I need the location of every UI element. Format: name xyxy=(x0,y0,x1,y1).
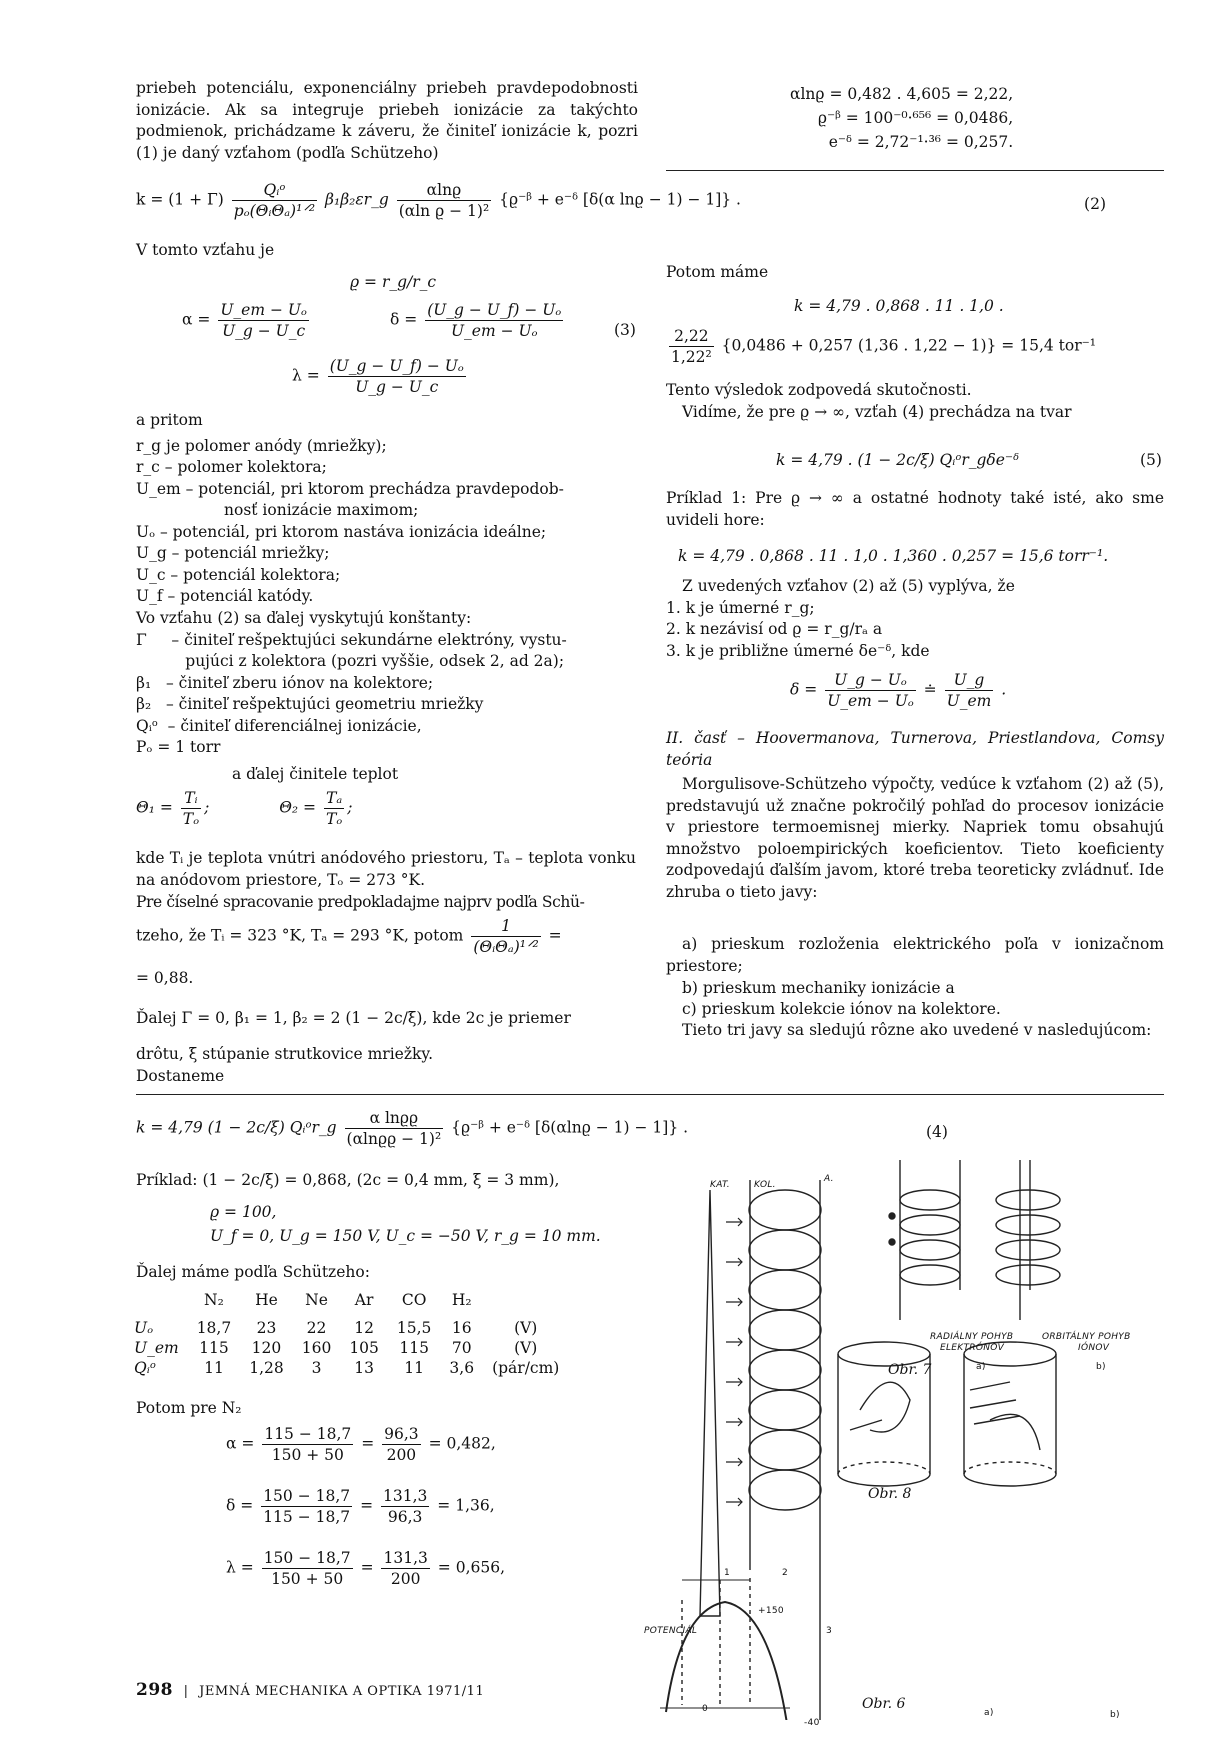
calc-den: 200 xyxy=(386,1446,417,1464)
fig-label-150: +150 xyxy=(758,1606,784,1616)
table-cell: 23 xyxy=(256,1319,277,1337)
theta2-frac xyxy=(324,788,344,829)
table-cell: 16 xyxy=(451,1319,472,1337)
table-cell: 3,6 xyxy=(449,1359,475,1377)
lambda-lhs: λ = xyxy=(292,366,320,385)
equation-4 xyxy=(136,1108,1166,1149)
fig7b xyxy=(996,1160,1060,1320)
def-item: U_c – potenciál kolektora; xyxy=(136,566,341,584)
cathode-shape xyxy=(700,1190,720,1616)
table-row xyxy=(134,1358,568,1378)
theta2-den: Tₒ xyxy=(325,810,343,828)
tieto-javy: Tieto tri javy sa sledujú rôzne ako uvedené v nasledujúcom: xyxy=(682,1021,1152,1039)
rho-def: ϱ = r_g/r_c xyxy=(350,273,437,291)
table-cell: 70 xyxy=(451,1339,472,1357)
part2-paragraph: Morgulisove-Schützeho výpočty, vedúce k vzťahom (2) až (5), predstavujú už značne pokročilý pohľad do procesov ionizácie v priestore termoemisnej mierky. Napriek tomu obsahujú množstvo poloempirických koeficientov. Tieto koeficienty zodpovedajú ďalším javom, ktoré treba teoreticky zvládnuť. Ide zhruba o tieto javy: xyxy=(666,775,1164,901)
list-item-2: 2. k nezávisí od ϱ = r_g/rₐ a xyxy=(666,620,883,638)
calc-lhs: λ = xyxy=(226,1558,254,1577)
delta-num: (U_g − U_f) − Uₒ xyxy=(427,301,562,319)
fig-label-ionov: IÓNOV xyxy=(1078,1343,1110,1353)
calc-frac xyxy=(262,1424,353,1465)
const-item: pujúci z kolektora (pozri vyššie, odsek 2, ad 2a); xyxy=(136,652,565,670)
right-top-equations xyxy=(790,82,1013,154)
vidime: Vidíme, že pre ϱ → ∞, vzťah (4) prechádza na tvar xyxy=(682,403,1072,421)
table-cell: 11 xyxy=(204,1359,224,1377)
table-cell: (V) xyxy=(514,1319,538,1337)
delta-def xyxy=(390,300,566,341)
figure-area xyxy=(630,1160,1190,1720)
delta-frac xyxy=(425,300,563,341)
fig-label-7b: b) xyxy=(1096,1362,1106,1372)
k-frac-num: 2,22 xyxy=(669,326,714,347)
priklad1: Príklad 1: Pre ϱ → ∞ a ostatné hodnoty také isté, ako sme uvideli hore: xyxy=(666,489,1164,529)
theta2-num: Tₐ xyxy=(324,788,344,809)
alpha-den: U_g − U_c xyxy=(222,322,306,340)
const-item: Γ – činiteľ rešpektujúci sekundárne elektróny, vystu- xyxy=(136,631,567,649)
lambda-num: (U_g − U_f) − Uₒ xyxy=(329,357,464,375)
table-cell: CO xyxy=(401,1291,427,1309)
page-number: 298 xyxy=(136,1680,173,1700)
table-cell: 11 xyxy=(404,1359,425,1377)
dalej-gamma: Ďalej Γ = 0, β₁ = 1, β₂ = 2 (1 − 2c/ξ), kde 2c je priemer xyxy=(136,1009,571,1027)
potom-n2: Potom pre N₂ xyxy=(136,1399,242,1417)
part2-title: II. časť – Hoovermanova, Turnerova, Priestlandova, Comsy teória xyxy=(666,729,1164,769)
fig-caption-obr8: Obr. 8 xyxy=(868,1486,912,1502)
table-cell: 15,5 xyxy=(396,1319,432,1337)
eq4-text: k = 4,79 (1 − 2c/ξ) Qᵢᵒr_g xyxy=(136,1118,337,1137)
table-cell: 120 xyxy=(251,1339,282,1357)
eq-line: e⁻ᵟ = 2,72⁻¹·³⁶ = 0,257. xyxy=(828,133,1014,151)
table-cell: Ne xyxy=(305,1291,328,1309)
def-item: U_em – potenciál, pri ktorom prechádza pravdepodob- xyxy=(136,480,564,498)
const-item: β₁ – činiteľ zberu iónov na kolektore; xyxy=(136,674,434,692)
calc-delta: δ = $\frac{150 - 18,7}{115 - 18,7}$ = $\frac{131,3}{96,3}$ = 1,36, xyxy=(226,1487,495,1526)
table-cell: U_em xyxy=(134,1339,179,1357)
delta-approx-frac xyxy=(825,670,916,711)
a-pritom: a pritom xyxy=(136,411,203,429)
dostaneme: Dostaneme xyxy=(136,1067,225,1085)
alpha-num: U_em − Uₒ xyxy=(220,301,307,319)
dalej-mame: Ďalej máme podľa Schützeho: xyxy=(136,1263,370,1281)
lambda-def xyxy=(292,356,469,397)
k-line-2 xyxy=(666,326,1096,367)
journal-name: JEMNÁ MECHANIKA A OPTIKA 1971/11 xyxy=(199,1684,485,1699)
table-cell: 22 xyxy=(306,1319,327,1337)
calc-num: 131,3 xyxy=(383,1549,428,1567)
rule xyxy=(666,170,1164,171)
fig-caption-obr7: Obr. 7 xyxy=(888,1362,932,1378)
kde-ti: kde Tᵢ je teplota vnútri anódového priestoru, Tₐ – teplota vonku na anódovom priestore, Tₒ = 273 °K. xyxy=(136,849,636,889)
eq5-number: (5) xyxy=(1140,451,1162,469)
k-result: k = 4,79 . 0,868 . 11 . 1,0 . 1,360 . 0,257 = 15,6 torr⁻¹. xyxy=(678,547,1109,565)
def-item: r_c – polomer kolektora; xyxy=(136,458,327,476)
eq2-lhs: k = (1 + Γ) xyxy=(136,190,224,209)
lambda-den: U_g − U_c xyxy=(355,378,439,396)
def-item: Uₒ – potenciál, pri ktorom nastáva ionizácia ideálne; xyxy=(136,523,547,541)
k-line2-text: {0,0486 + 0,257 (1,36 . 1,22 − 1)} = 15,4 tor⁻¹ xyxy=(721,336,1097,355)
item-c: c) prieskum kolekcie iónov na kolektore. xyxy=(682,1000,1001,1018)
theta2-lhs: Θ₂ = xyxy=(279,798,317,817)
rule xyxy=(136,1094,1164,1095)
eq4-frac xyxy=(345,1108,444,1149)
calc-result: = 0,482, xyxy=(428,1434,496,1453)
table-cell: 105 xyxy=(349,1339,379,1357)
uf-line: U_f = 0, U_g = 150 V, U_c = −50 V, r_g = 10 mm. xyxy=(210,1227,601,1245)
eq-line: αlnϱ = 0,482 . 4,605 = 2,22, xyxy=(790,85,1014,103)
delta-approx-mid: ≐ xyxy=(923,680,937,699)
table-cell: 160 xyxy=(301,1339,332,1357)
eq2-f2-den: (αln ϱ − 1)² xyxy=(398,202,490,220)
eq4-tail: {ϱ⁻ᵝ + e⁻ᵟ [δ(αlnϱ − 1) − 1]} . xyxy=(451,1118,689,1137)
z-uvedenych: Z uvedených vzťahov (2) až (5) vyplýva, že xyxy=(682,577,1015,595)
calc-num: 150 − 18,7 xyxy=(263,1487,351,1505)
fig-label-potencial: POTENCIÁL xyxy=(644,1626,698,1636)
fig-label-a: A. xyxy=(824,1174,834,1184)
calc-lambda: λ = $\frac{150 - 18,7}{150 + 50}$ = $\frac{131,3}{200}$ = 0,656, xyxy=(226,1549,506,1588)
equation-2 xyxy=(136,180,1166,221)
def-item: r_g je polomer anódy (mriežky); xyxy=(136,437,387,455)
calc-num: 115 − 18,7 xyxy=(264,1425,352,1443)
fig-label-3: 3 xyxy=(826,1626,833,1636)
fig-label-kat: KAT. xyxy=(710,1180,730,1190)
rho-100: ϱ = 100, xyxy=(210,1203,277,1221)
calc-result: = 1,36, xyxy=(437,1496,495,1515)
intro-paragraph: priebeh potenciálu, exponenciálny priebeh pravdepodobnosti ionizácie. Ak sa integruje priebeh ionizácie za takýchto podmienok, prichádzame k záveru, že činiteľ ionizácie k, pozri (1) je daný vzťahom (podľa Schützeho) xyxy=(136,79,638,162)
table-row xyxy=(134,1318,568,1338)
calc-result: = 0,656, xyxy=(437,1558,506,1577)
calc-lhs: α = xyxy=(226,1434,255,1453)
v-tomto: V tomto vzťahu je xyxy=(136,241,275,259)
table-cell: 18,7 xyxy=(196,1319,232,1337)
table-cell: 3 xyxy=(311,1359,322,1377)
tzeho-frac-den: (ΘᵢΘₐ)¹ᐟ² xyxy=(473,938,539,956)
eq2-f1-num: Qᵢᵒ xyxy=(232,180,317,201)
calc-num: 131,3 xyxy=(382,1487,428,1505)
table-cell: Qᵢᵒ xyxy=(134,1359,156,1377)
table-cell: He xyxy=(255,1291,278,1309)
table-cell: H₂ xyxy=(451,1291,472,1309)
fig-caption-obr6: Obr. 6 xyxy=(862,1696,906,1712)
delta-approx-num2: U_g xyxy=(945,670,994,691)
delta-approx-den2: U_em xyxy=(946,692,992,710)
vo-vztahu: Vo vzťahu (2) sa ďalej vyskytujú konštanty: xyxy=(136,609,472,627)
fig-label-8b: b) xyxy=(1110,1710,1120,1720)
theta1-frac xyxy=(181,788,201,829)
calc-den: 200 xyxy=(390,1570,421,1588)
eq4-den: (αlnϱϱ − 1)² xyxy=(346,1130,442,1148)
fig7a xyxy=(889,1160,960,1320)
page-footer: 298 | JEMNÁ MECHANIKA A OPTIKA 1971/11 xyxy=(136,1680,485,1700)
fig-label-kol: KOL. xyxy=(754,1180,776,1190)
fig-label-8a: a) xyxy=(984,1708,994,1718)
table-cell xyxy=(134,1290,188,1310)
fig-label-7a: a) xyxy=(976,1362,986,1372)
table-row xyxy=(134,1338,568,1358)
fig-label-m40: -40 xyxy=(804,1718,820,1728)
drotu: drôtu, ξ stúpanie strutkovice mriežky. xyxy=(136,1045,434,1063)
def-item: U_f – potenciál katódy. xyxy=(136,587,314,605)
item-b: b) prieskum mechaniky ionizácie a xyxy=(682,979,955,997)
delta-approx-num: U_g − Uₒ xyxy=(825,670,916,691)
table-cell: 12 xyxy=(354,1319,374,1337)
eq3-number: (3) xyxy=(614,321,636,339)
delta-den: U_em − Uₒ xyxy=(450,322,538,340)
eq2-frac1 xyxy=(232,180,317,221)
calc-den: 150 + 50 xyxy=(271,1570,344,1588)
def-item: nosť ionizácie maximom; xyxy=(224,501,419,519)
lambda-frac xyxy=(328,356,466,397)
fig-label-0: 0 xyxy=(702,1704,709,1714)
calc-alpha: α = $\frac{115 - 18,7}{150 + 50}$ = $\frac{96,3}{200}$ = 0,482, xyxy=(226,1425,496,1464)
eq2-mid: β₁β₂εr_g xyxy=(325,190,389,209)
alpha-def xyxy=(182,300,312,341)
fig-label-radial: RADIÁLNY POHYB xyxy=(930,1332,1014,1342)
eq-line: ϱ⁻ᵝ = 100⁻⁰·⁶⁵⁶ = 0,0486, xyxy=(817,109,1014,127)
fig-label-2: 2 xyxy=(782,1568,789,1578)
table-cell: N₂ xyxy=(204,1291,224,1309)
list-item-1: 1. k je úmerné r_g; xyxy=(666,599,815,617)
tzeho-line: tzeho, že Tᵢ = 323 °K, Tₐ = 293 °K, potom $\frac{1}{\text{(ΘᵢΘₐ)¹ᐟ²}}$ = xyxy=(136,917,562,956)
calc-frac xyxy=(381,1486,429,1527)
table-cell: 115 xyxy=(399,1339,429,1357)
k-frac xyxy=(669,326,714,367)
tzeho-text: tzeho, že Tᵢ = 323 °K, Tₐ = 293 °K, potom xyxy=(136,926,464,945)
tzeho-frac-num: 1 xyxy=(471,916,540,937)
calc-num: 96,3 xyxy=(384,1425,419,1443)
helix xyxy=(749,1190,821,1510)
eq4-number: (4) xyxy=(926,1123,948,1141)
theta1-num: Tᵢ xyxy=(181,788,201,809)
def-item: U_g – potenciál mriežky; xyxy=(136,544,330,562)
eq5: k = 4,79 . (1 − 2c/ξ) Qᵢᵒr_gδe⁻ᵟ xyxy=(776,451,1019,469)
delta-approx-den: U_em − Uₒ xyxy=(827,692,914,710)
table-cell: 1,28 xyxy=(249,1359,284,1377)
delta-approx: δ = $\frac{\text{U\_g − Uₒ}}{\text{U\_em − Uₒ}}$ ≐ $\frac{U\_g}{U\_em}$ . xyxy=(790,671,1007,710)
eq2-number: (2) xyxy=(1084,195,1106,213)
delta-lhs: δ = xyxy=(390,310,418,329)
eq2-tail: {ϱ⁻ᵝ + e⁻ᵟ [δ(α lnϱ − 1) − 1]} . xyxy=(499,190,741,209)
list-item-3: 3. k je približne úmerné δe⁻ᵟ, kde xyxy=(666,642,930,660)
theta1-lhs: Θ₁ = xyxy=(136,798,173,817)
table-cell: Ar xyxy=(354,1291,374,1309)
table-cell: (V) xyxy=(514,1339,538,1357)
calc-frac xyxy=(261,1486,352,1527)
delta-approx-lhs: δ = xyxy=(790,680,818,699)
const-item: Qᵢᵒ – činiteľ diferenciálnej ionizácie, xyxy=(136,717,422,735)
potential-curve xyxy=(666,1602,788,1720)
fig-label-elektronov: ELEKTRÓNOV xyxy=(940,1343,1005,1353)
calc-num: 150 − 18,7 xyxy=(263,1549,351,1567)
calc-den: 115 − 18,7 xyxy=(263,1508,351,1526)
item-a: a) prieskum rozloženia elektrického poľa v ionizačnom priestore; xyxy=(666,935,1164,975)
alpha-frac xyxy=(218,300,309,341)
table-header xyxy=(134,1290,568,1310)
theta-defs: Θ₁ = $\frac{\text{Tᵢ}}{\text{Tₒ}}$ ; Θ₂ = $\frac{\text{Tₐ}}{\text{Tₒ}}$ ; xyxy=(136,789,353,828)
priklad-line: Príklad: (1 − 2c/ξ) = 0,868, (2c = 0,4 mm, ξ = 3 mm), xyxy=(136,1171,560,1189)
delta-approx-frac2 xyxy=(945,670,994,711)
calc-frac xyxy=(381,1548,429,1589)
table-cell xyxy=(483,1290,568,1310)
tzeho-frac xyxy=(471,916,540,957)
const-item: β₂ – činiteľ rešpektujúci geometriu mriežky xyxy=(136,695,484,713)
arrow-set xyxy=(726,1218,742,1506)
fig-label-orbital: ORBITÁLNY POHYB xyxy=(1042,1332,1131,1342)
k-line: k = 4,79 . 0,868 . 11 . 1,0 . xyxy=(794,297,1004,315)
eq2-f1-den: pₒ(ΘᵢΘₐ)¹ᐟ² xyxy=(233,202,316,220)
gas-table xyxy=(134,1290,568,1378)
eq2-f2-num: αlnϱ xyxy=(397,180,491,201)
calc-den: 150 + 50 xyxy=(271,1446,344,1464)
table-cell: Uₒ xyxy=(134,1319,154,1337)
calc-den: 96,3 xyxy=(387,1508,423,1526)
potom-mame: Potom máme xyxy=(666,263,769,281)
a-dalej: a ďalej činitele teplot xyxy=(232,765,399,783)
tento: Tento výsledok zodpovedá skutočnosti. xyxy=(666,381,972,399)
table-cell: 115 xyxy=(199,1339,229,1357)
fig-label-1: 1 xyxy=(724,1568,731,1578)
table-cell: 13 xyxy=(354,1359,374,1377)
theta1-den: Tₒ xyxy=(182,810,200,828)
alpha-lhs: α = xyxy=(182,310,211,329)
const-item: Pₒ = 1 torr xyxy=(136,738,221,756)
table-cell: (pár/cm) xyxy=(492,1359,560,1377)
calc-frac xyxy=(262,1548,353,1589)
pre-ciselne: Pre číselné spracovanie predpokladajme najprv podľa Schü- xyxy=(136,893,585,911)
eq4-num: α lnϱϱ xyxy=(345,1108,444,1129)
eq-088: = 0,88. xyxy=(136,969,194,987)
k-frac-den: 1,22² xyxy=(671,348,712,366)
calc-frac xyxy=(382,1424,421,1465)
calc-lhs: δ = xyxy=(226,1496,254,1515)
eq2-frac2 xyxy=(397,180,491,221)
